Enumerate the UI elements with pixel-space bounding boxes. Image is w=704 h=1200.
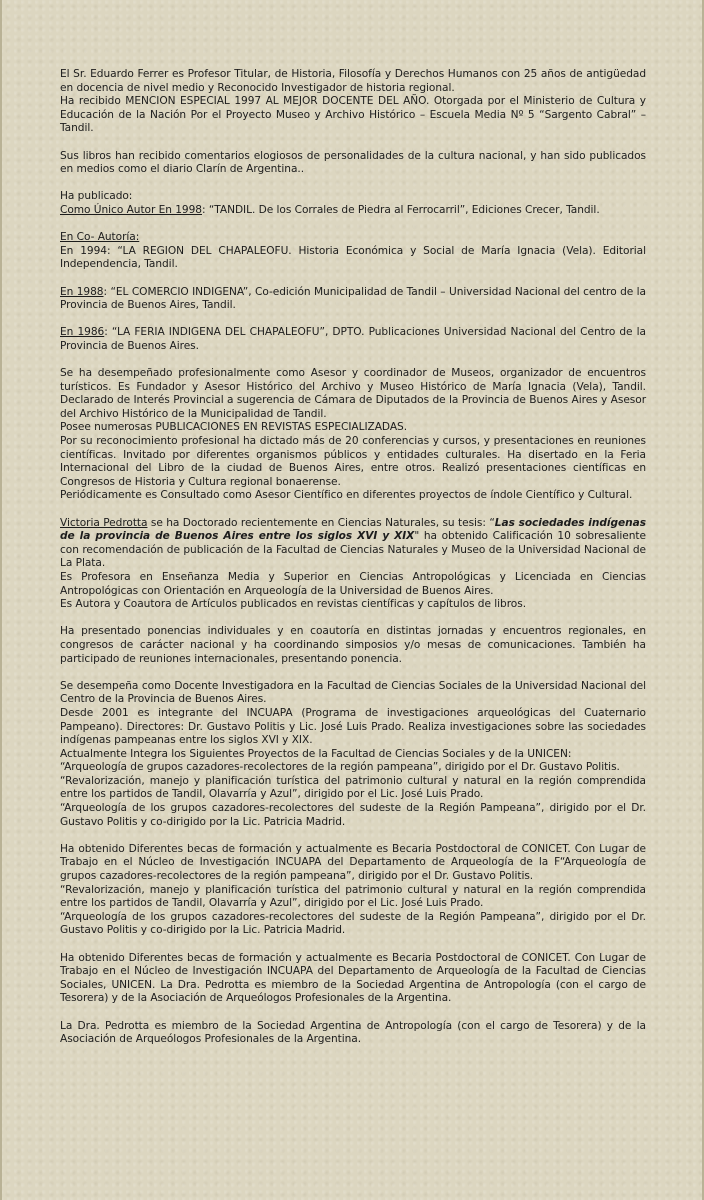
doctorate-post: " ha obtenido Calificación 10 sobresaliente con recomendación de publicación de la Facultad de Ciencias Naturales y Museo de la Universidad Nacional de La Plata. [60, 530, 647, 570]
projects-intro-text: Actualmente Integra los Siguientes Proyectos de la Facultad de Ciencias Sociales y de la UNICEN: [60, 747, 572, 760]
thesis-title: Las sociedades indígenas de la provincia de Buenos Aires entre los siglos XVI y XIX [60, 516, 646, 543]
published-single-author-paragraph [60, 190, 646, 217]
teaching-researcher-text: Se desempeña como Docente Investigadora en la Facultad de Ciencias Sociales de la Universidad Nacional del Centro de la Provincia de Buenos Aires. [60, 679, 646, 706]
project-3-text: “Arqueología de los grupos cazadores-recolectores del sudeste de la Región Pampeana”, dirigido por el Dr. Gustavo Politis y co-dirigido por la Lic. Patricia Madrid. [60, 802, 646, 828]
membership-paragraph: La Dra. Pedrotta es miembro de la Sociedad Argentina de Antropología (con el cargo de Tesorera) y de la Asociación de Arqueólogos Profesionales de la Argentina. [60, 1019, 646, 1046]
published-heading: Ha publicado: [60, 190, 133, 203]
publications-text: Posee numerosas PUBLICACIONES EN REVISTAS ESPECIALIZADAS. [60, 421, 408, 434]
ferrer-intro-text: El Sr. Eduardo Ferrer es Profesor Titular, de Historia, Filosofía y Derechos Humanos con 25 años de antigüedad en docencia de nivel medio y Reconocido Investigador de historia regional. [60, 68, 646, 94]
single-author-book: : “TANDIL. De los Corrales de Piedra al Ferrocarril”, Ediciones Crecer, Tandil. [202, 203, 600, 216]
ferrer-intro-paragraph [60, 68, 646, 136]
ferrer-award-text: Ha recibido MENCION ESPECIAL 1997 AL MEJOR DOCENTE DEL AÑO. Otorgada por el Ministerio de Cultura y Educación de la Nación Por el Proyecto Museo y Archivo Histórico – Escuela Media Nº 5 “Sargento Cabral” – Tandil. [60, 95, 646, 135]
coauthor-book-1994: En 1994: “LA REGION DEL CHAPALEOFU. Historia Económica y Social de María Ignacia (Vela). Editorial Independencia, Tandil. [60, 244, 646, 271]
scholarship-paragraph-1 [60, 843, 646, 938]
pedrotta-doctorate-paragraph [60, 517, 646, 612]
presentations-paragraph: Ha presentado ponencias individuales y en coautoría en distintas jornadas y encuentros regionales, en congresos de carácter nacional y ha coordinando simposios y/o mesas de comunicaciones. También ha participado de reuniones internacionales, presentando ponencia. [60, 625, 646, 665]
scholarship-1-text: Ha obtenido Diferentes becas de formación y actualmente es Becaria Postdoctoral de CONICET. Con Lugar de Trabajo en el Núcleo de Investigación INCUAPA del Departamento de Arqueología de la F“Arqueología de grupos cazadores-recolectores de la región pampeana”, dirigido por el Dr. Gustavo Politis. [60, 842, 646, 883]
pedrotta-name: Victoria Pedrotta [60, 516, 148, 529]
book-1986-label: En 1986 [60, 326, 105, 339]
coauthor-paragraph [60, 231, 646, 272]
professional-activity-paragraph [60, 367, 646, 503]
pedrotta-doctorate-line [60, 517, 646, 571]
professor-degree-text: Es Profesora en Enseñanza Media y Superior en Ciencias Antropológicas y Licenciada en Ciencias Antropológicas con Orientación en Arqueología de la Universidad de Buenos Aires. [60, 570, 646, 597]
book-1988-paragraph [60, 286, 646, 313]
consultant-text: Periódicamente es Consultado como Asesor Científico en diferentes proyectos de índole Científico y Cultural. [60, 489, 633, 502]
scholarship-paragraph-2: Ha obtenido Diferentes becas de formación y actualmente es Becaria Postdoctoral de CONICET. Con Lugar de Trabajo en el Núcleo de Investigación INCUAPA del Departamento de Arqueología de la Facultad de Ciencias Sociales, UNICEN. La Dra. Pedrotta es miembro de la Sociedad Argentina de Antropología (con el cargo de Tesorera) y de la Asociación de Arqueólogos Profesionales de la Argentina. [60, 951, 646, 1005]
doctorate-pre: se ha Doctorado recientemente en Ciencias Naturales, su tesis: “ [147, 516, 495, 529]
project-2-text: “Revalorización, manejo y planificación turística del patrimonio cultural y natural en la región comprendida entre los partidos de Tandil, Olavarría y Azul”, dirigido por el Lic. José Luis Prado. [60, 774, 646, 801]
book-1986-text: : “LA FERIA INDIGENA DEL CHAPALEOFU”, DPTO. Publicaciones Universidad Nacional del Centro de la Provincia de Buenos Aires. [60, 326, 646, 352]
conferences-text: Por su reconocimiento profesional ha dictado más de 20 conferencias y cursos, y presentaciones en reuniones científicas. Invitado por diferentes organismos públicos y entidades culturales. Ha disertado en la Feria Internacional del Libro de la ciudad de Buenos Aires, entre otros. Realizó presentaciones científicas en Congresos de Historia y Cultura regional bonaerense. [60, 435, 646, 488]
coauthor-label: En Co- Autoría: [60, 231, 140, 244]
book-1986-paragraph [60, 326, 646, 353]
single-author-label: Como Único Autor En 1998 [60, 203, 202, 216]
incuapa-text: Desde 2001 es integrante del INCUAPA (Programa de investigaciones arqueológicas del Cuaternario Pampeano). Directores: Dr. Gustavo Politis y Lic. José Luis Prado. Realiza investigaciones sobre las sociedades indígenas pampeanas entre los siglos XVI y XIX. [60, 706, 646, 747]
biography-text [60, 68, 646, 1047]
scholarship-1-project-3: “Arqueología de los grupos cazadores-recolectores del sudeste de la Región Pampeana”, dirigido por el Dr. Gustavo Politis y co-dirigido por la Lic. Patricia Madrid. [60, 910, 646, 937]
books-reviews-paragraph: Sus libros han recibido comentarios elogiosos de personalidades de la cultura nacional, y han sido publicados en medios como el diario Clarín de Argentina.. [60, 149, 646, 176]
book-1988-label: En 1988 [60, 285, 104, 298]
museum-advisor-text: Se ha desempeñado profesionalmente como Asesor y coordinador de Museos, organizador de encuentros turísticos. Es Fundador y Asesor Histórico del Archivo y Museo Histórico de María Ignacia (Vela), Tandil. Declarado de Interés Provincial a sugerencia de Cámara de Diputados de la Provincia de Buenos Aires y Asesor del Archivo Histórico de la Municipalidad de Tandil. [60, 367, 646, 420]
project-1-text: “Arqueología de grupos cazadores-recolectores de la región pampeana”, dirigido por el Dr. Gustavo Politis. [60, 761, 620, 774]
scholarship-1-project-2: “Revalorización, manejo y planificación turística del patrimonio cultural y natural en la región comprendida entre los partidos de Tandil, Olavarría y Azul”, dirigido por el Lic. José Luis Prado. [60, 883, 646, 910]
research-position-paragraph [60, 680, 646, 830]
book-1988-text: : “EL COMERCIO INDIGENA”, Co-edición Municipalidad de Tandil – Universidad Nacional del centro de la Provincia de Buenos Aires, Tandil. [60, 285, 646, 312]
articles-text: Es Autora y Coautora de Artículos publicados en revistas científicas y capítulos de libros. [60, 598, 527, 611]
